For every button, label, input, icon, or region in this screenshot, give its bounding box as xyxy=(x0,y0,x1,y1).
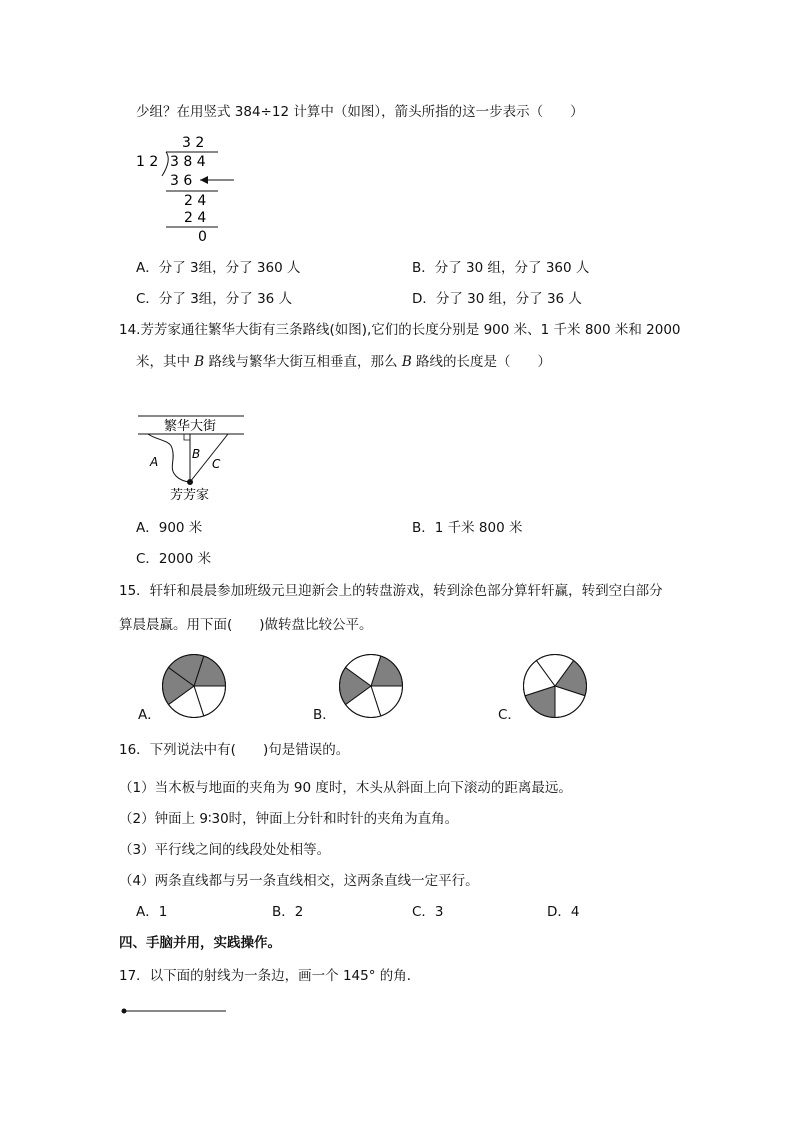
q17-stem: 17．以下面的射线为一条边，画一个 145° 的角． xyxy=(119,968,421,984)
division-divisor: 1 2 xyxy=(136,154,159,170)
q13-option-c[interactable]: C．分了 3组，分了 36 人 xyxy=(136,291,293,307)
spinner-a[interactable] xyxy=(160,652,228,720)
q13-option-b[interactable]: B．分了 30 组，分了 360 人 xyxy=(412,260,590,276)
division-remainder: 0 xyxy=(198,229,207,245)
division-step1: 3 6 xyxy=(170,173,193,189)
spinner-c[interactable] xyxy=(521,652,589,720)
q16-option-c[interactable]: C．3 xyxy=(412,904,444,920)
ray-figure xyxy=(118,1005,232,1017)
q16-statement-1: （1）当木板与地面的夹角为 90 度时，木头从斜面上向下滚动的距离最远。 xyxy=(119,780,572,796)
arrow-left-icon xyxy=(200,176,234,184)
q13-option-a[interactable]: A．分了 3组，分了 360 人 xyxy=(136,260,301,276)
route-b-label: B xyxy=(192,447,201,461)
q15-stem-line1: 15．轩轩和晨晨参加班级元旦迎新会上的转盘游戏，转到涂色部分算轩轩赢，转到空白部分 xyxy=(119,583,663,599)
q15-option-b-label[interactable]: B． xyxy=(313,707,336,723)
route-c-label: C xyxy=(212,457,221,471)
q13-stem: 少组？在用竖式 384÷12 计算中（如图），箭头所指的这一步表示（ ） xyxy=(136,104,584,120)
q14-option-c[interactable]: C．2000 米 xyxy=(136,551,212,567)
division-dividend: 3 8 4 xyxy=(170,154,206,170)
long-division-figure xyxy=(130,130,250,248)
q16-option-b[interactable]: B．2 xyxy=(272,904,304,920)
routes-figure xyxy=(134,410,250,506)
division-step3: 2 4 xyxy=(184,210,207,226)
q13-option-d[interactable]: D．分了 30 组，分了 36 人 xyxy=(412,291,582,307)
q15-option-a-label[interactable]: A． xyxy=(138,707,161,723)
q16-option-d[interactable]: D．4 xyxy=(547,904,580,920)
q16-stem: 16．下列说法中有( )句是错误的。 xyxy=(119,742,350,758)
home-label: 芳芳家 xyxy=(170,488,210,503)
spinner-b[interactable] xyxy=(337,652,405,720)
q14-option-b[interactable]: B．1 千米 800 米 xyxy=(412,520,523,536)
q14-stem-line2: 米，其中 B 路线与繁华大街互相垂直，那么 B 路线的长度是（ ） xyxy=(136,354,552,370)
q15-stem-line2: 算晨晨赢。用下面( )做转盘比较公平。 xyxy=(119,617,373,633)
q16-option-a[interactable]: A．1 xyxy=(136,904,168,920)
q14-option-a[interactable]: A．900 米 xyxy=(136,520,203,536)
division-quotient: 3 2 xyxy=(182,135,205,151)
route-a-label: A xyxy=(150,455,159,469)
q14-stem-line1: 14.芳芳家通往繁华大街有三条路线(如图),它们的长度分别是 900 米、1 千米 800 米和 2000 xyxy=(119,322,681,338)
division-step2: 2 4 xyxy=(184,193,207,209)
q16-statement-4: （4）两条直线都与另一条直线相交，这两条直线一定平行。 xyxy=(119,873,479,889)
section-4-title: 四、手脑并用，实践操作。 xyxy=(119,935,281,951)
q15-option-c-label[interactable]: C． xyxy=(498,707,521,723)
street-label: 繁华大街 xyxy=(164,419,217,434)
q16-statement-3: （3）平行线之间的线段处处相等。 xyxy=(119,842,331,858)
q16-statement-2: （2）钟面上 9∶30时，钟面上分针和时针的夹角为直角。 xyxy=(119,811,459,827)
